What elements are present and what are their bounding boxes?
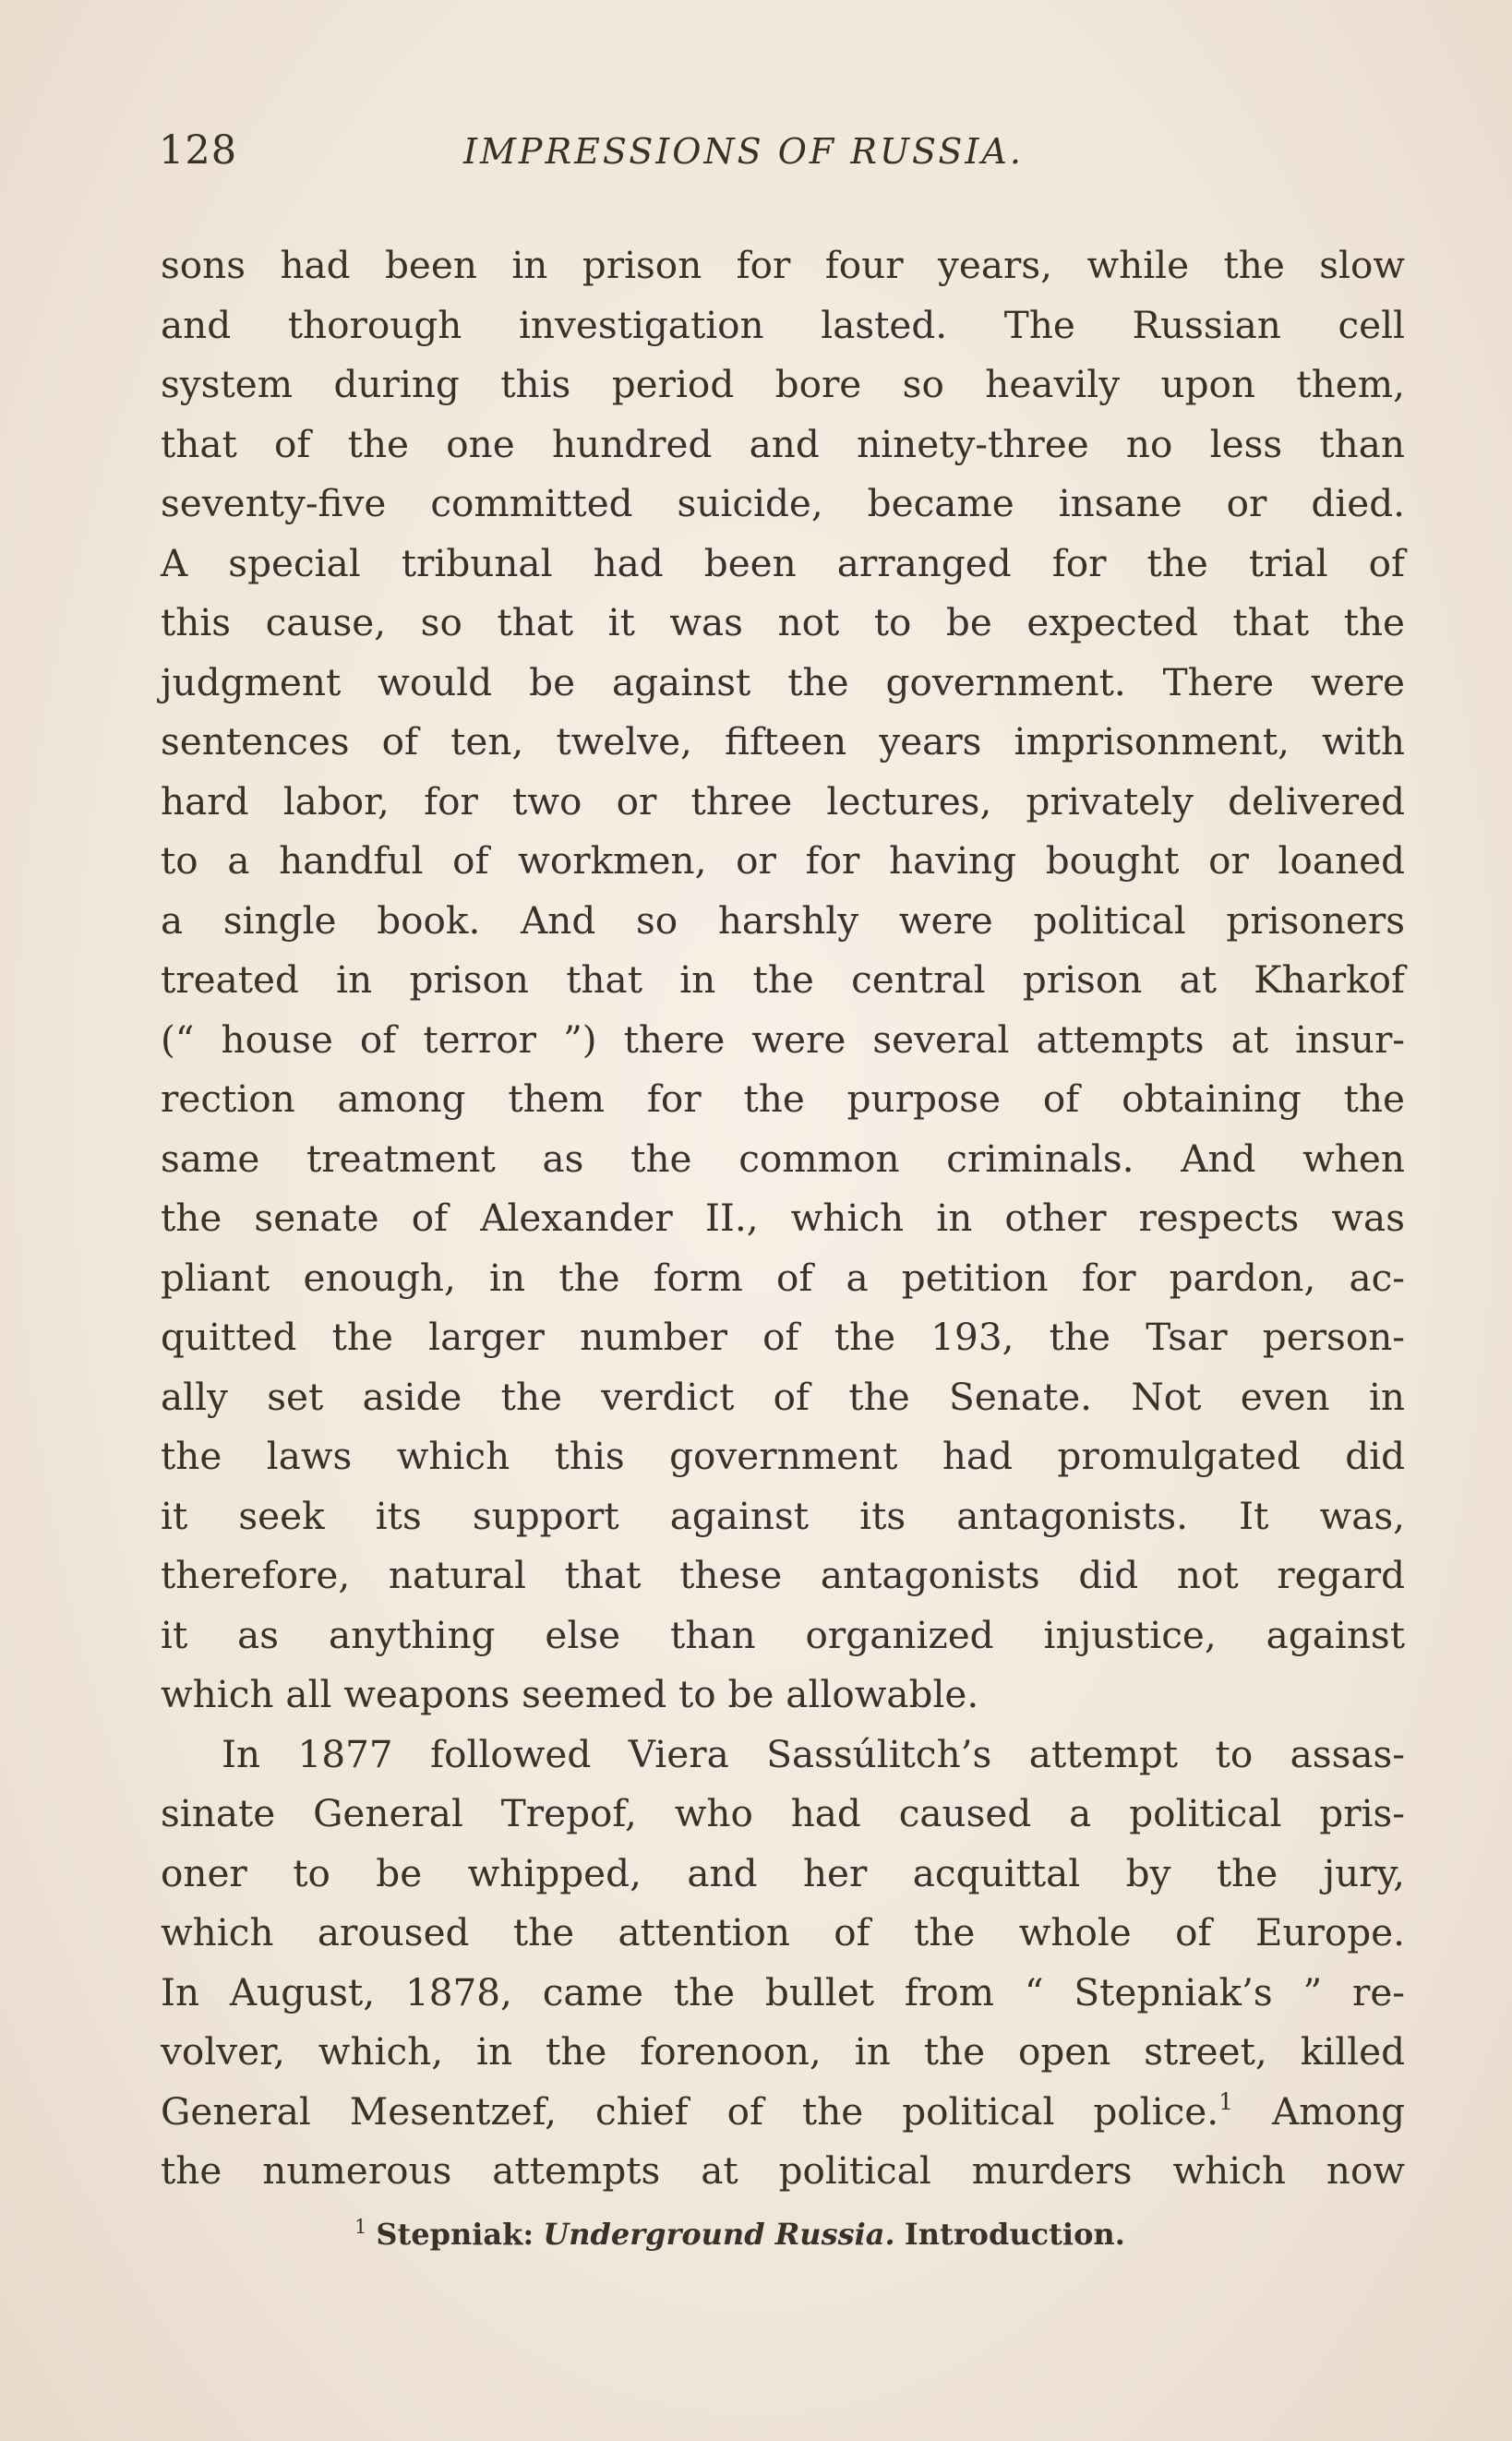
- text-line: pliant enough, in the form of a petition for pardon, ac-: [161, 1255, 1405, 1300]
- text-line: volver, which, in the forenoon, in the open street, killed: [161, 2029, 1405, 2074]
- text-line: that of the one hundred and ninety-three no less than: [161, 421, 1405, 466]
- text-line: sons had been in prison for four years, while the slow: [161, 243, 1405, 287]
- text-line: a single book. And so harshly were political prisoners: [161, 897, 1405, 943]
- footnote-section: Introduction.: [904, 2217, 1125, 2252]
- body-text: [161, 235, 1405, 2201]
- page-number: 128: [159, 127, 238, 174]
- text-line: sinate General Trepof, who had caused a political pris-: [161, 1791, 1405, 1835]
- footnote: [354, 2216, 1125, 2252]
- page-header: [159, 127, 1396, 192]
- text-line: the laws which this government had promulgated did: [161, 1434, 1405, 1478]
- text-line: and thorough investigation lasted. The Russian cell: [161, 302, 1405, 347]
- paragraph-end-line: which all weapons seemed to be allowable.: [161, 1672, 979, 1716]
- text-line: rection among them for the purpose of obtaining the: [161, 1076, 1405, 1121]
- text-line: system during this period bore so heavily upon them,: [161, 362, 1405, 406]
- text-line: sentences of ten, twelve, fifteen years imprisonment, with: [161, 719, 1405, 764]
- line-text-before-ref: General Mesentzef, chief of the political police.: [161, 2088, 1219, 2134]
- text-line: ally set aside the verdict of the Senate. Not even in: [161, 1374, 1405, 1419]
- footnote-marker: 1: [354, 2216, 367, 2238]
- text-line: hard labor, for two or three lectures, privately delivered: [161, 778, 1405, 824]
- line-text-after-ref: Among: [1233, 2088, 1406, 2134]
- text-line: treated in prison that in the central prison at Kharkof: [161, 957, 1405, 1002]
- footnote-title: Underground Russia.: [543, 2217, 895, 2252]
- text-line: the numerous attempts at political murders which now: [161, 2148, 1405, 2193]
- text-line: quitted the larger number of the 193, the Tsar person-: [161, 1315, 1405, 1359]
- text-line: to a handful of workmen, or for having bought or loaned: [161, 838, 1405, 883]
- text-line: which aroused the attention of the whole of Europe.: [161, 1910, 1405, 1954]
- text-line: same treatment as the common criminals. And when: [161, 1136, 1405, 1181]
- text-line: this cause, so that it was not to be expected that the: [161, 600, 1405, 644]
- text-line: therefore, natural that these antagonists did not regard: [161, 1553, 1405, 1597]
- text-line: In August, 1878, came the bullet from “ Stepniak’s ” re-: [161, 1969, 1405, 2014]
- running-head: IMPRESSIONS OF RUSSIA.: [463, 131, 1024, 172]
- footnote-author: Stepniak:: [376, 2217, 534, 2252]
- text-line: it as anything else than organized injustice, against: [161, 1612, 1405, 1657]
- text-line-with-footnote-ref: [161, 2082, 1405, 2142]
- text-line: oner to be whipped, and her acquittal by the jury,: [161, 1850, 1405, 1895]
- text-line: (“ house of terror ”) there were several attempts at insur-: [161, 1016, 1405, 1062]
- paragraph-start-line: In 1877 followed Viera Sassúlitch’s attempt to assas-: [222, 1731, 1405, 1776]
- text-line: the senate of Alexander II., which in other respects was: [161, 1196, 1405, 1240]
- text-line: it seek its support against its antagonists. It was,: [161, 1493, 1405, 1538]
- text-line: seventy-five committed suicide, became insane or died.: [161, 481, 1405, 525]
- text-line: judgment would be against the government. There were: [161, 659, 1405, 704]
- footnote-reference[interactable]: 1: [1218, 2087, 1234, 2115]
- text-line: A special tribunal had been arranged for the trial of: [161, 540, 1405, 585]
